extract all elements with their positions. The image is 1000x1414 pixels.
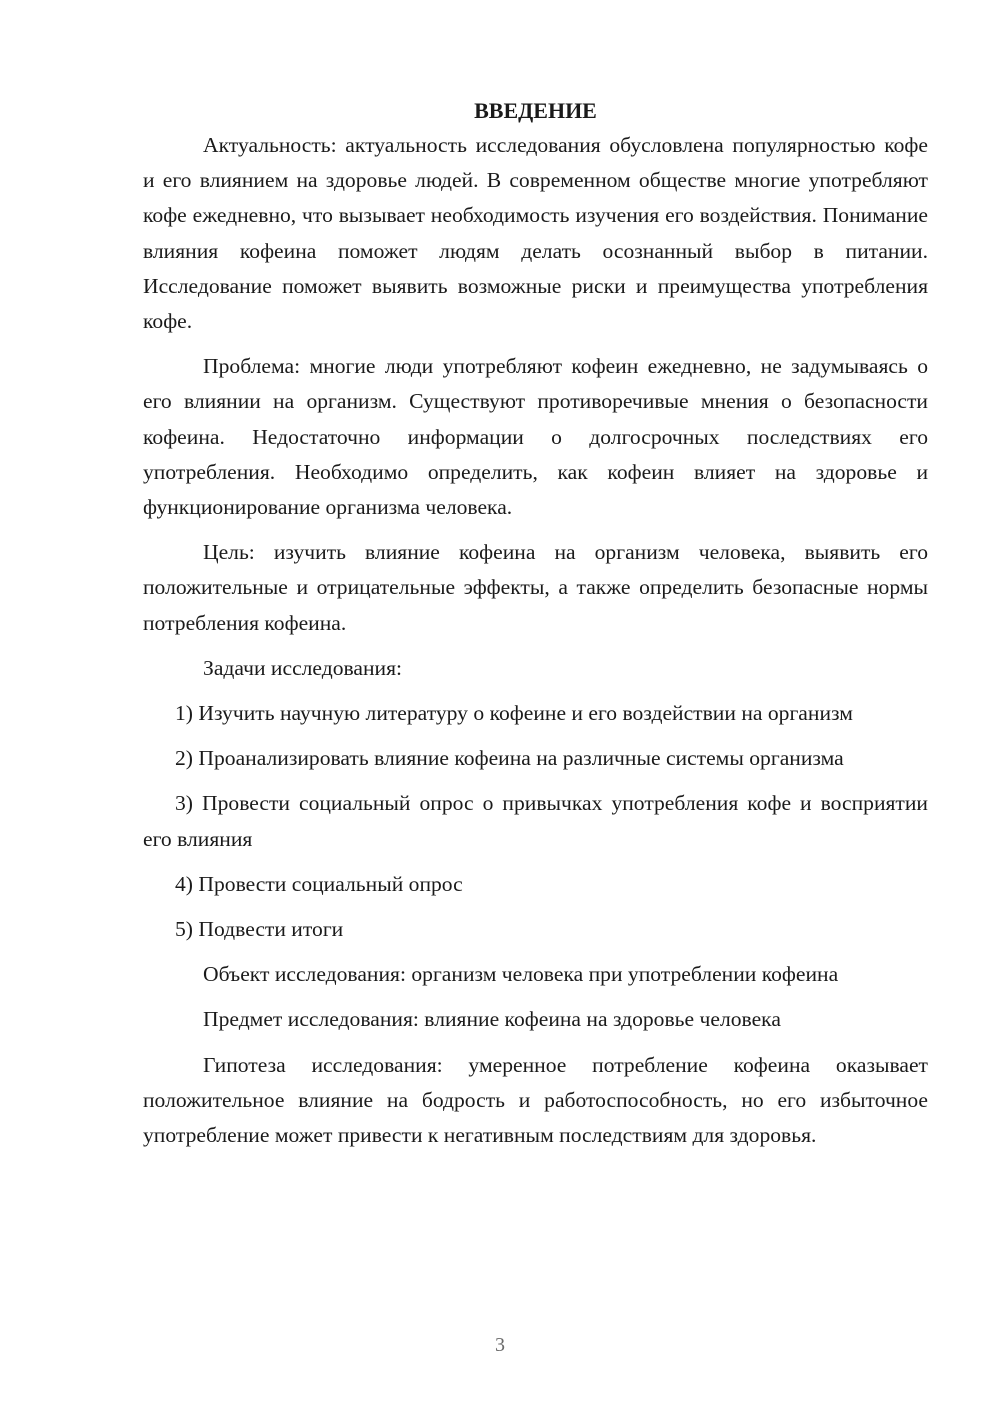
page-title: ВВЕДЕНИЕ <box>474 98 597 123</box>
page-number: 3 <box>495 1334 505 1356</box>
list-item: 3) Провести социальный опрос о привычках употребления кофе и восприятии его влияния <box>143 791 928 851</box>
problem-paragraph: Проблема: многие люди употребляют кофеин ежедневно, не задумываясь о его влиянии на организм. Существуют противоречивые мнения о безопасности кофеина. Недостаточно информации о долгосрочных последствиях его употребления. Необходимо определить, как кофеин влияет на здоровье и функционирование организма человека. <box>143 354 928 520</box>
subject-paragraph: Предмет исследования: влияние кофеина на здоровье человека <box>203 1007 781 1032</box>
goal-paragraph: Цель: изучить влияние кофеина на организм человека, выявить его положительные и отрицательные эффекты, а также определить безопасные нормы потребления кофеина. <box>143 540 928 635</box>
list-item: 4) Провести социальный опрос <box>175 871 463 896</box>
relevance-paragraph: Актуальность: актуальность исследования обусловлена популярностью кофе и его влиянием на здоровье людей. В современном обществе многие употребляют кофе ежедневно, что вызывает необходимость изучения его воздействия. Понимание влияния кофеина поможет людям делать осознанный выбор в питании. Исследование поможет выявить возможные риски и преимущества употребления кофе. <box>143 133 928 334</box>
object-paragraph: Объект исследования: организм человека при употреблении кофеина <box>203 962 839 987</box>
tasks-heading: Задачи исследования: <box>203 655 403 680</box>
list-item: 1) Изучить научную литературу о кофеине и его воздействии на организм <box>175 701 853 726</box>
document-page <box>143 93 928 1163</box>
tasks-list <box>143 696 928 947</box>
list-item: 5) Подвести итоги <box>175 917 344 942</box>
hypothesis-paragraph: Гипотеза исследования: умеренное потребление кофеина оказывает положительное влияние на бодрость и работоспособность, но его избыточное употребление может привести к негативным последствиям для здоровья. <box>143 1052 928 1148</box>
list-item: 2) Проанализировать влияние кофеина на различные системы организма <box>175 746 844 771</box>
